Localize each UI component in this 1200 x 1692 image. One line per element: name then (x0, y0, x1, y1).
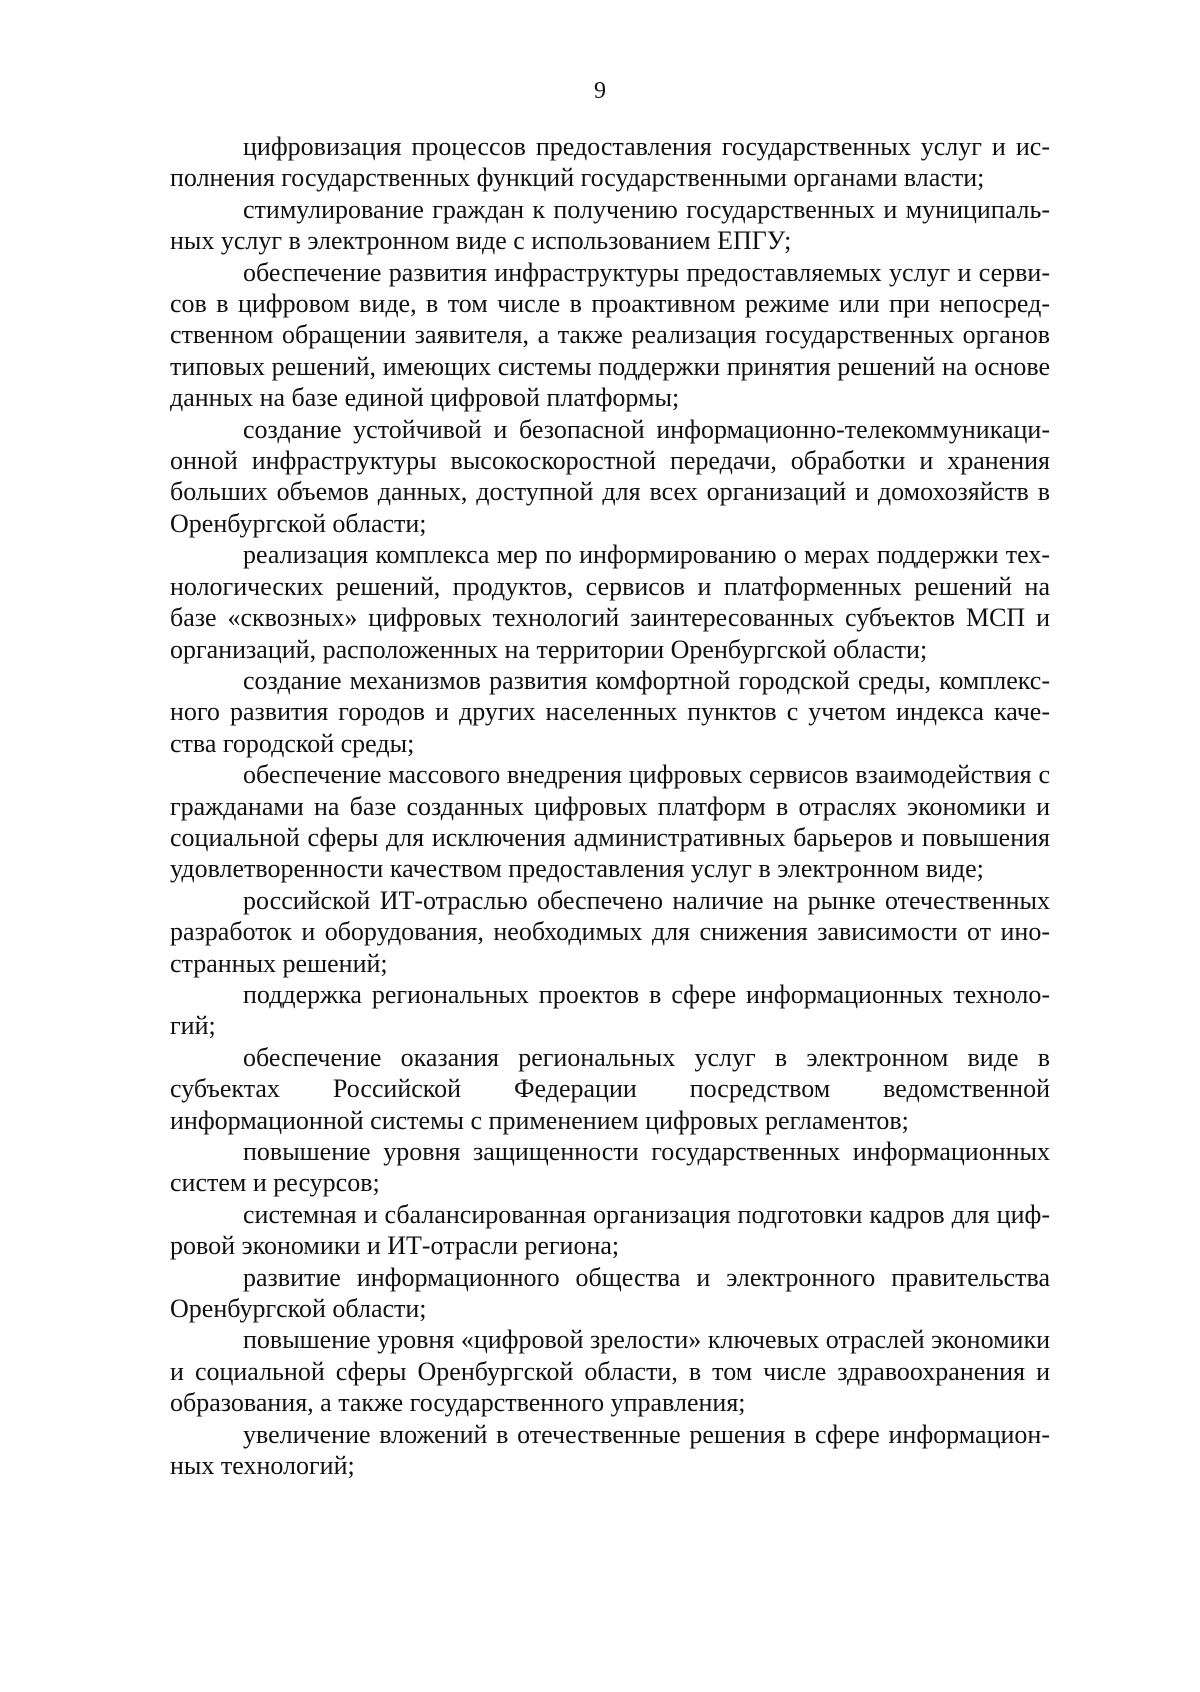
page-number: 9 (594, 78, 606, 104)
paragraph: создание устойчивой и безопасной информационно-телекоммуникационной инфраструктуры высокоскоростной передачи, обработки и хранения больших объемов данных, доступной для всех организаций и домохозяйств в Оренбургской области; (170, 414, 1050, 538)
paragraph: системная и сбалансированная организация подготовки кадров для цифровой экономики и ИТ-отрасли региона; (170, 1199, 1050, 1261)
paragraph: повышение уровня «цифровой зрелости» ключевых отраслей экономики и социальной сферы Оренбургской области, в том числе здравоохранения и образования, а также государственного управления; (170, 1325, 1050, 1418)
document-body (170, 131, 1050, 1481)
paragraph: обеспечение массового внедрения цифровых сервисов взаимодействия с гражданами на базе созданных цифровых платформ в отраслях экономики и социальной сферы для исключения административных барьеров и повышения удовлетворенности качеством предоставления услуг в электронном виде; (170, 760, 1050, 884)
paragraph: поддержка региональных проектов в сфере информационных технологий; (170, 979, 1050, 1041)
paragraph: российской ИТ-отраслью обеспечено наличие на рынке отечественных разработок и оборудования, необходимых для снижения зависимости от иностранных решений; (170, 885, 1050, 978)
paragraph: обеспечение развития инфраструктуры предоставляемых услуг и сервисов в цифровом виде, в том числе в проактивном режиме или при непосредственном обращении заявителя, а также реализация государственных органов типовых решений, имеющих системы поддержки принятия решений на основе данных на базе единой цифровой платформы; (170, 257, 1050, 413)
paragraph: увеличение вложений в отечественные решения в сфере информационных технологий; (170, 1419, 1050, 1481)
paragraph: развитие информационного общества и электронного правительства Оренбургской области; (170, 1262, 1050, 1324)
paragraph: создание механизмов развития комфортной городской среды, комплексного развития городов и других населенных пунктов с учетом индекса качества городской среды; (170, 665, 1050, 758)
paragraph: цифровизация процессов предоставления государственных услуг и исполнения государственных функций государственными органами власти; (170, 132, 1050, 193)
paragraph: обеспечение оказания региональных услуг в электронном виде в субъектах Российской Федерации посредством ведомственной информационной системы с применением цифровых регламентов; (170, 1042, 1050, 1135)
paragraph: повышение уровня защищенности государственных информационных систем и ресурсов; (170, 1137, 1050, 1198)
paragraph: стимулирование граждан к получению государственных и муниципальных услуг в электронном виде с использованием ЕПГУ; (170, 194, 1050, 256)
paragraph: реализация комплекса мер по информированию о мерах поддержки технологических решений, продуктов, сервисов и платформенных решений на базе «сквозных» цифровых технологий заинтересованных субъектов МСП и организаций, расположенных на территории Оренбургской области; (170, 540, 1050, 664)
